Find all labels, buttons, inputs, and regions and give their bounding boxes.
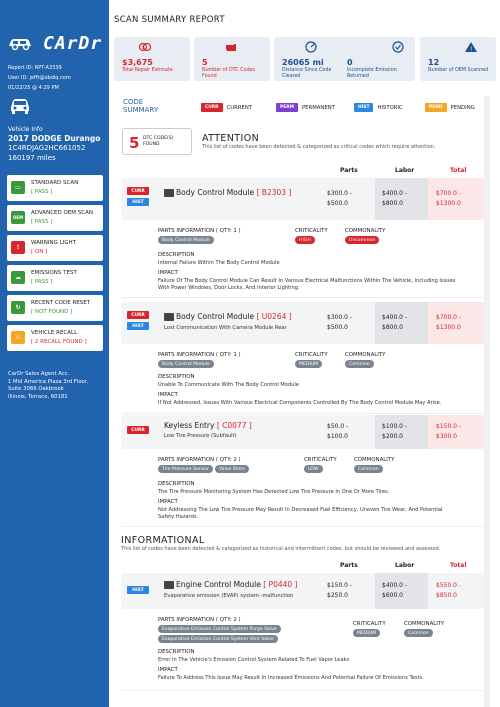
commonality	[354, 457, 394, 475]
module-label: Body Control Module	[176, 188, 255, 197]
criticality-label: CRITICALITY	[295, 228, 328, 234]
check-icon	[391, 41, 405, 53]
card-title: STANDARD SCAN	[31, 180, 79, 186]
description-text: The Tire Pressure Monitoring System Has Detected Low Tire Pressure In One Or More Tires.	[158, 489, 390, 495]
card-title: VEHICLE RECALL	[31, 330, 78, 336]
part-pill: Valve Stem	[215, 465, 249, 473]
dtc-tags	[127, 311, 149, 333]
dtc-detail-b2303	[121, 222, 484, 298]
commonality-label: COMMONALITY	[354, 457, 395, 463]
description-text: Unable To Communicate With The Body Control Module	[158, 382, 299, 388]
report-datetime: 01/22/25 @ 4:29 PM	[8, 85, 59, 91]
code-summary-legend	[121, 98, 495, 118]
criticality-pill: LOW	[304, 465, 323, 473]
tag-perm: PERM	[276, 103, 298, 112]
legend-current	[201, 103, 252, 112]
price-high: $250.0	[327, 592, 348, 599]
legend-label: PERMANENT	[301, 105, 335, 111]
dtc-row-p0440[interactable]	[121, 573, 484, 609]
stat-value: 26065 mi	[282, 58, 324, 67]
stat-label: Number of DTC Codes Found	[202, 68, 255, 79]
standard-scan-card[interactable]	[7, 175, 103, 201]
parts-info-label: PARTS INFORMATION ( QTY: 2 )	[158, 617, 241, 623]
sidebar	[0, 0, 109, 707]
total-price	[436, 189, 461, 209]
stat-value: 5	[202, 58, 208, 67]
impact-text: Failure Of The Body Control Module Can Result In Various Electrical Malfunctions Within The Vehicle, Including Issues With Power Windows, Door Locks, And Interior Lighting.	[158, 278, 456, 291]
commonality-label: COMMONALITY	[345, 228, 386, 234]
price-high: $800.0	[382, 324, 403, 331]
col-parts: Parts	[340, 562, 358, 569]
price-low: $150.0 -	[436, 423, 462, 430]
legend-label: CURRENT	[226, 105, 253, 111]
tag-hist: HIST	[127, 586, 149, 594]
col-labor: Labor	[395, 562, 415, 569]
logo-text: CArDr	[43, 33, 103, 54]
criticality	[353, 621, 386, 639]
dtc-subtitle: Low Tire Pressure (Subfault)	[164, 433, 237, 439]
informational-title: INFORMATIONAL	[121, 535, 205, 546]
content-scroll-edge	[484, 96, 490, 707]
criticality-pill: MEDIUM	[295, 360, 322, 368]
address-line: CarDr Sales Agent Acc.	[8, 371, 70, 377]
stat-oem-scanned	[420, 37, 496, 81]
module-icon	[164, 581, 174, 589]
dtc-detail-u0264	[121, 346, 484, 414]
labor-price	[382, 581, 407, 601]
informational-desc: This list of codes have been detected & categorized as historical and intermittent codes, but should be reviewed and assessed.	[121, 546, 441, 552]
impact-label: IMPACT	[158, 667, 178, 673]
dtc-tags	[127, 586, 149, 597]
labor-price	[382, 313, 407, 333]
price-low: $300.0 -	[327, 314, 353, 321]
dtc-count-label: DTC CODE(S) FOUND	[143, 136, 174, 147]
warning-light-icon: !	[11, 241, 25, 254]
parts-info-label: PARTS INFORMATION ( QTY: 1 )	[158, 228, 241, 234]
commonality	[404, 621, 444, 639]
card-status: [ 2 RECALL FOUND ]	[31, 339, 87, 345]
impact-text: If Not Addressed, Issues With Various Electrical Components Controlled By The Body Control Module May Arise.	[158, 400, 442, 406]
vehicle-mileage: 160197 miles	[8, 154, 56, 162]
price-high: $1300.0	[436, 324, 461, 331]
module-name	[176, 188, 291, 197]
description	[158, 252, 458, 267]
card-title: WARNING LIGHT	[31, 240, 77, 246]
price-low: $400.0 -	[382, 582, 408, 589]
legend-permanent	[276, 103, 335, 112]
cardr-logo	[7, 33, 103, 53]
money-icon	[134, 41, 158, 53]
dtc-code: [ B2303 ]	[256, 188, 292, 197]
price-low: $400.0 -	[382, 314, 408, 321]
part-pill: Tire Pressure Sensor	[158, 465, 213, 473]
module-name	[176, 580, 297, 589]
module-label: Body Control Module	[176, 312, 255, 321]
part-pill: Evaporative Emission Control System Purge Valve	[158, 625, 281, 633]
tag-pend: PEND	[425, 103, 447, 112]
legend-historic	[354, 103, 403, 112]
card-title: RECENT CODE RESET	[31, 300, 91, 306]
criticality-label: CRITICALITY	[304, 457, 337, 463]
alert-icon	[464, 41, 478, 53]
stat-value: $3,675	[122, 58, 153, 67]
obd-icon: ▭	[11, 181, 25, 194]
vehicle-info-label: Vehicle Info	[8, 126, 43, 133]
description-label: DESCRIPTION	[158, 649, 195, 655]
page-title: SCAN SUMMARY REPORT	[114, 15, 225, 25]
dtc-count-box	[122, 128, 192, 155]
card-status: [ PASS ]	[31, 189, 53, 195]
col-parts: Parts	[340, 167, 358, 174]
advanced-oem-scan-card[interactable]	[7, 205, 103, 231]
price-high: $500.0	[327, 200, 348, 207]
dtc-code: [ U0264 ]	[256, 312, 292, 321]
criticality-pill: HIGH	[295, 236, 315, 244]
oem-icon: OEM	[11, 211, 25, 224]
commonality-pill: Common	[354, 465, 383, 473]
svg-text:!: !	[470, 46, 473, 53]
card-title: ADVANCED OEM SCAN	[31, 210, 93, 216]
dtc-detail-p0440	[121, 611, 484, 691]
code-summary-title: CODE SUMMARY	[123, 98, 159, 114]
vehicle-name: 2017 DODGE Durango	[8, 134, 101, 143]
impact	[158, 499, 458, 521]
parts-info-label: PARTS INFORMATION ( QTY: 1 )	[158, 352, 241, 358]
dtc-subtitle: Evaporative emission (EVAP) system -malfunction	[164, 593, 294, 599]
description	[158, 649, 458, 664]
module-icon	[164, 189, 174, 197]
dtc-row-u0264[interactable]	[121, 302, 484, 344]
impact-label: IMPACT	[158, 392, 178, 398]
criticality	[295, 352, 328, 370]
price-high: $600.0	[382, 592, 403, 599]
module-name	[176, 312, 292, 321]
dtc-subtitle: Lost Communication With Camera Module Rear	[164, 325, 287, 331]
parts-info	[158, 457, 251, 475]
dtc-detail-c0077	[121, 451, 484, 527]
stat-incomplete-emission	[339, 37, 415, 81]
price-high: $850.0	[436, 592, 457, 599]
price-low: $700.0 -	[436, 314, 462, 321]
col-total: Total	[450, 167, 467, 174]
commonality-label: COMMONALITY	[404, 621, 445, 627]
price-low: $550.0 -	[436, 582, 462, 589]
price-low: $50.0 -	[327, 423, 349, 430]
odometer-icon	[304, 41, 318, 53]
criticality-label: CRITICALITY	[353, 621, 386, 627]
attention-desc: This list of codes have been detected & categorized as critical codes which require attention.	[202, 144, 436, 150]
dtc-row-c0077[interactable]	[121, 415, 484, 449]
card-status: [ NOT FOUND ]	[31, 309, 73, 315]
impact	[158, 667, 458, 682]
parts-price	[327, 189, 352, 209]
stat-label: Distance Since Code Cleared	[282, 68, 332, 79]
total-price	[436, 422, 461, 442]
dtc-count: 5	[129, 134, 140, 152]
criticality	[295, 228, 328, 246]
price-high: $200.0	[382, 433, 403, 440]
price-high: $800.0	[382, 200, 403, 207]
price-high: $500.0	[327, 324, 348, 331]
legend-label: HISTORIC	[377, 105, 403, 111]
criticality-pill: MEDIUM	[353, 629, 380, 637]
part-pill: Body Control Module	[158, 360, 214, 368]
car-logo-icon	[7, 35, 37, 51]
card-title: EMISSIONS TEST	[31, 270, 77, 276]
module-icon	[164, 313, 174, 321]
tag-curr: CURR	[127, 187, 149, 195]
stat-value: 0	[347, 58, 353, 67]
engine-icon	[224, 41, 238, 53]
impact-text: Not Addressing The Low Tire Pressure May Result In Decreased Fuel Efficiency, Uneven Tire Wear, And Potential Safety Hazards.	[158, 507, 443, 520]
legend-label: PENDING	[450, 105, 475, 111]
commonality-pill: Uncommon	[345, 236, 379, 244]
stat-label: Number of OEM Scanned	[428, 68, 489, 73]
stat-label: Total Repair Estimate	[122, 68, 173, 73]
stat-repair-estimate	[114, 37, 190, 81]
description-label: DESCRIPTION	[158, 252, 195, 258]
impact-label: IMPACT	[158, 499, 178, 505]
description	[158, 374, 458, 389]
price-high: $1300.0	[436, 200, 461, 207]
impact-text: Failure To Address This Issue May Result In Increased Emissions And Potential Failure Of Emissions Tests.	[158, 675, 424, 681]
stat-label: Incomplete Emission Returned	[347, 68, 397, 79]
address-line: Illinois, Terrace, 60181	[8, 393, 68, 400]
recall-icon: ⚠	[11, 331, 25, 344]
emissions-icon: ☁	[11, 271, 25, 284]
parts-price	[327, 313, 352, 333]
warning-light-card[interactable]	[7, 235, 103, 261]
criticality-label: CRITICALITY	[295, 352, 328, 358]
description-text: Error In The Vehicle's Emission Control System Related To Fuel Vapor Leaks	[158, 657, 350, 663]
vehicle-recall-card[interactable]	[7, 325, 103, 351]
commonality-label: COMMONALITY	[345, 352, 386, 358]
criticality	[304, 457, 337, 475]
report-meta	[8, 63, 71, 93]
module-label: Keyless Entry	[164, 421, 215, 430]
vehicle-icon	[9, 98, 31, 114]
vehicle-vin: 1C4RDJAG2HC661052	[8, 144, 86, 152]
card-status: [ PASS ]	[31, 219, 53, 225]
commonality-pill: Common	[345, 360, 374, 368]
user-id: User ID: jefft@obdiq.com	[8, 75, 71, 81]
description	[158, 481, 458, 496]
tag-curr: CURR	[127, 311, 149, 319]
commonality-pill: Common	[404, 629, 433, 637]
emissions-test-card[interactable]	[7, 265, 103, 291]
description-label: DESCRIPTION	[158, 374, 195, 380]
price-high: $100.0	[327, 433, 348, 440]
parts-price	[327, 581, 352, 601]
price-low: $400.0 -	[382, 190, 408, 197]
recent-code-reset-card[interactable]	[7, 295, 103, 321]
labor-price	[382, 422, 407, 442]
parts-info-label: PARTS INFORMATION ( QTY: 2 )	[158, 457, 241, 463]
dtc-code: [ C0077 ]	[216, 421, 252, 430]
dtc-row-b2303[interactable]	[121, 178, 484, 220]
module-name	[164, 421, 252, 430]
agent-address	[8, 371, 89, 401]
labor-price	[382, 189, 407, 209]
tag-hist: HIST	[127, 322, 149, 330]
stat-value: 12	[428, 58, 440, 67]
impact-label: IMPACT	[158, 270, 178, 276]
legend-pending	[425, 103, 475, 112]
parts-info	[158, 617, 283, 645]
reset-icon: ↻	[11, 301, 25, 314]
parts-price	[327, 422, 348, 442]
report-id: Report ID: RPT-A3339	[8, 65, 62, 71]
card-status: [ ON ]	[31, 249, 48, 255]
price-low: $100.0 -	[382, 423, 408, 430]
tag-curr: CURR	[201, 103, 223, 112]
part-pill: Body Control Module	[158, 236, 214, 244]
tag-curr: CURR	[127, 426, 149, 434]
col-total: Total	[450, 562, 467, 569]
dtc-code: [ P0440 ]	[263, 580, 298, 589]
impact	[158, 270, 458, 292]
price-low: $700.0 -	[436, 190, 462, 197]
price-low: $300.0 -	[327, 190, 353, 197]
address-line: 1 Mid America Plaza 3rd Floor,	[8, 378, 89, 385]
price-low: $150.0 -	[327, 582, 353, 589]
part-pill: Evaporative Emission Control System Vent Valve	[158, 635, 278, 643]
dtc-tags	[127, 426, 149, 437]
description-text: Internal Failure Within The Body Control Module	[158, 260, 280, 266]
commonality	[345, 228, 385, 246]
svg-text:$: $	[141, 45, 145, 51]
address-line: Suite 3066 Oakbrook	[8, 386, 64, 392]
total-price	[436, 581, 461, 601]
description-label: DESCRIPTION	[158, 481, 195, 487]
attention-title: ATTENTION	[202, 133, 260, 144]
card-status: [ PASS ]	[31, 279, 53, 285]
col-labor: Labor	[395, 167, 415, 174]
commonality	[345, 352, 385, 370]
impact	[158, 392, 458, 407]
parts-info	[158, 228, 241, 246]
dtc-tags	[127, 187, 149, 209]
total-price	[436, 313, 461, 333]
parts-info	[158, 352, 241, 370]
stat-dtc-count	[194, 37, 270, 81]
tag-hist: HIST	[127, 198, 149, 206]
price-high: $300.0	[436, 433, 457, 440]
module-label: Engine Control Module	[176, 580, 261, 589]
tag-hist: HIST	[354, 103, 373, 112]
